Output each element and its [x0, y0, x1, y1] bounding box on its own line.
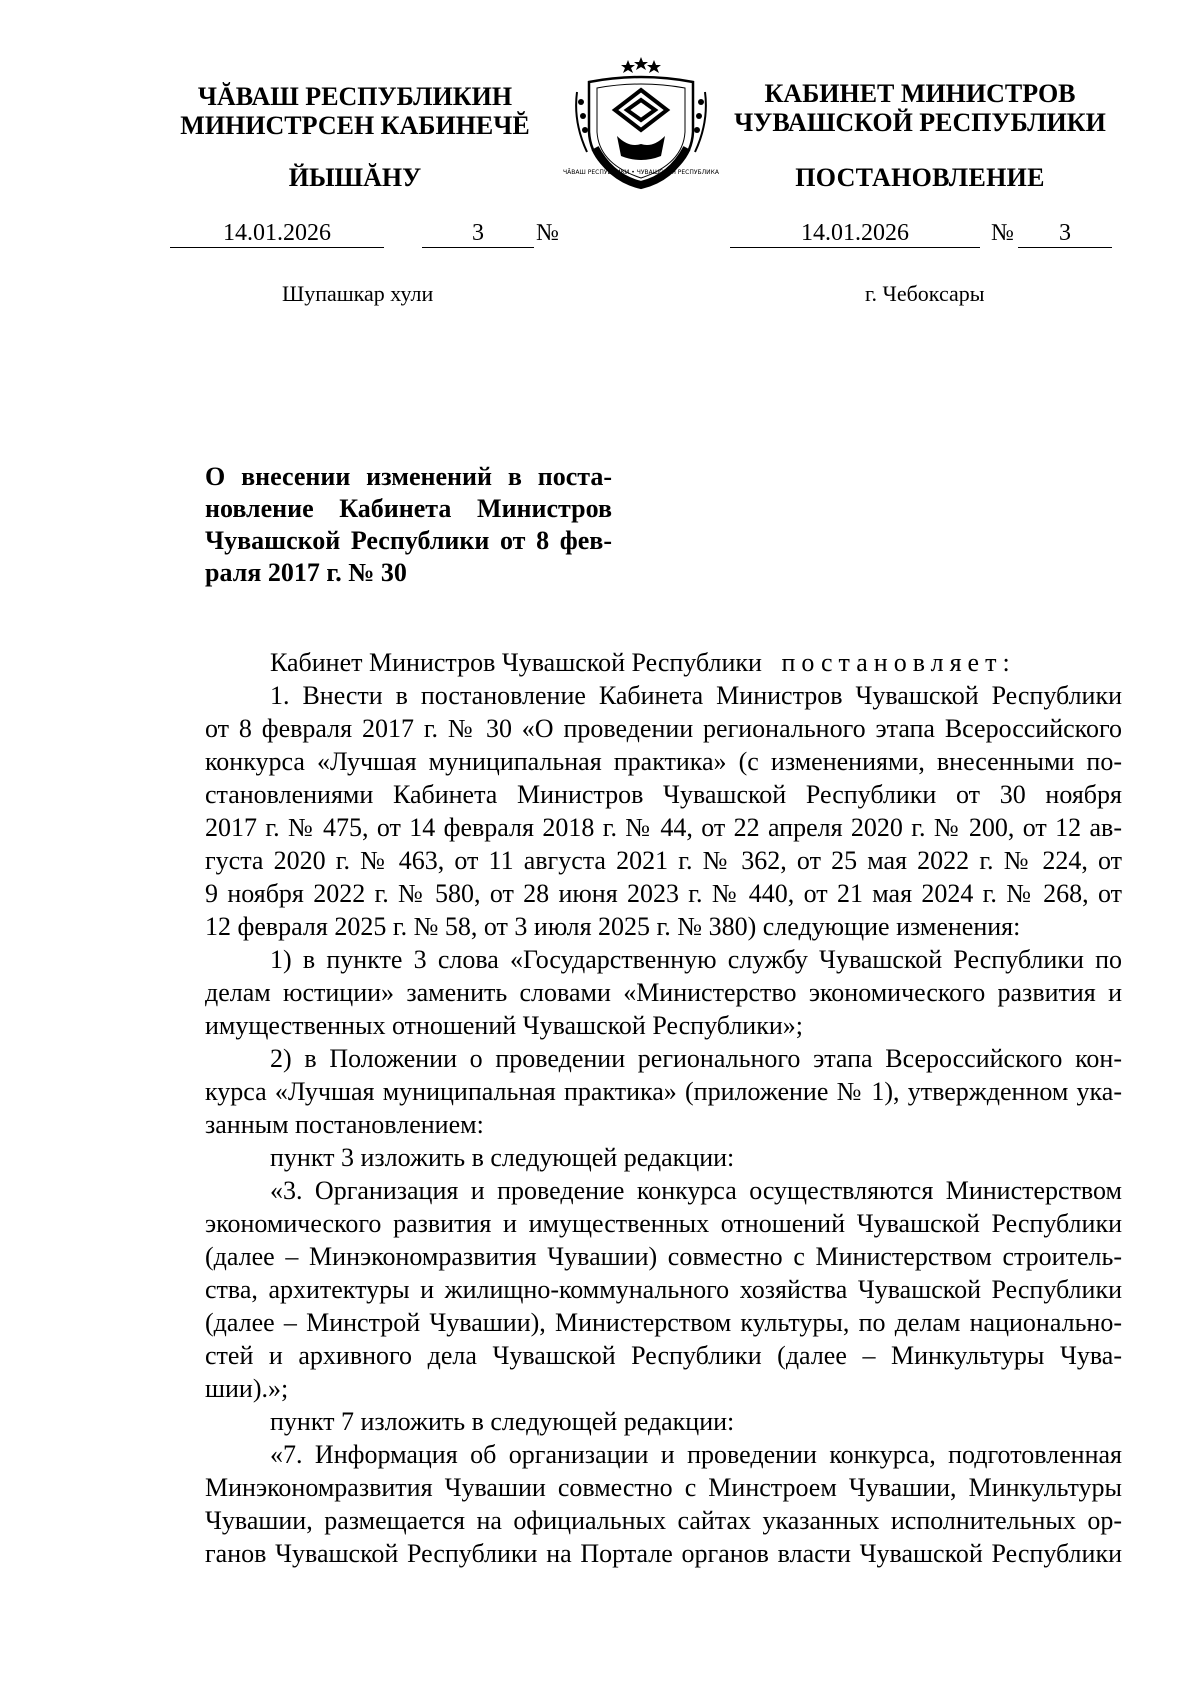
header-right-line1: КАБИНЕТ МИНИСТРОВ	[764, 79, 1076, 108]
chuvash-coat-of-arms-icon	[562, 52, 720, 192]
body-line: стей и архивного дела Чувашской Республики (далее – Минкультуры Чува-	[205, 1341, 1122, 1370]
header-right-title	[720, 79, 1120, 137]
body-line: (далее – Минэкономразвития Чувашии) совместно с Министерством строитель-	[205, 1242, 1122, 1271]
right-date: 14.01.2026	[730, 220, 980, 248]
emblem-svg	[562, 52, 720, 192]
left-number: 3	[422, 220, 534, 248]
left-date: 14.01.2026	[170, 220, 384, 248]
doc-type-chuvash: ЙЫШĂНУ	[288, 163, 422, 192]
decree-word: постановляет:	[781, 648, 1016, 677]
emblem-text: ЧĂВАШ РЕСПУБЛИКИ • ЧУВАШСКАЯ РЕСПУБЛИКА	[562, 169, 720, 176]
body-line: пункт 3 изложить в следующей редакции:	[270, 1143, 735, 1172]
body-line: ства, архитектуры и жилищно-коммунального хозяйства Чувашской Республики	[205, 1275, 1122, 1304]
body-line: 2017 г. № 475, от 14 февраля 2018 г. № 44, от 22 апреля 2020 г. № 200, от 12 ав-	[205, 813, 1122, 842]
body-line: «7. Информация об организации и проведении конкурса, подготовленная	[270, 1440, 1122, 1469]
place-chuvash: Шупашкар хули	[282, 281, 434, 306]
right-number-sign: №	[991, 220, 1014, 246]
header-right-line2: ЧУВАШСКОЙ РЕСПУБЛИКИ	[734, 108, 1106, 137]
left-number-sign: №	[536, 220, 559, 246]
header-left-line2: МИНИСТРСЕН КАБИНЕЧĔ	[180, 111, 530, 140]
header-left-line1: ЧĂВАШ РЕСПУБЛИКИН	[197, 82, 513, 111]
decree-intro: Кабинет Министров Чувашской Республики	[270, 648, 762, 677]
body-line: 1. Внести в постановление Кабинета Министров Чувашской Республики	[270, 681, 1122, 710]
right-number: 3	[1018, 220, 1112, 248]
body-line: ганов Чувашской Республики на Портале органов власти Чувашской Республики	[205, 1539, 1122, 1568]
body-line: пункт 7 изложить в следующей редакции:	[270, 1407, 735, 1436]
body-line: делам юстиции» заменить словами «Министерство экономического развития и	[205, 978, 1122, 1007]
body-line: 2) в Положении о проведении регионального этапа Всероссийского кон-	[270, 1044, 1122, 1073]
body-line: Чувашии, размещается на официальных сайтах указанных исполнительных ор-	[205, 1506, 1122, 1535]
body-line: становлениями Кабинета Министров Чувашской Республики от 30 ноября	[205, 780, 1122, 809]
subject-line: О внесении изменений в поста-	[205, 462, 612, 491]
body-line: от 8 февраля 2017 г. № 30 «О проведении регионального этапа Всероссийского	[205, 714, 1122, 743]
body-line: курса «Лучшая муниципальная практика» (приложение № 1), утвержденном ука-	[205, 1077, 1122, 1106]
subject-line: Чувашской Республики от 8 фев-	[205, 526, 612, 555]
body-line: занным постановлением:	[205, 1110, 484, 1139]
emblem-stars	[621, 57, 661, 73]
doc-type-russian: ПОСТАНОВЛЕНИЕ	[795, 163, 1045, 192]
body-line: 9 ноября 2022 г. № 580, от 28 июня 2023 г. № 440, от 21 мая 2024 г. № 268, от	[205, 879, 1122, 908]
document-subject	[205, 461, 612, 589]
document-body	[205, 646, 1122, 1570]
decree-intro-line	[205, 646, 1122, 679]
subject-line: новление Кабинета Министров	[205, 494, 612, 523]
body-line: 1) в пункте 3 слова «Государственную службу Чувашской Республики по	[270, 945, 1122, 974]
body-line: экономического развития и имущественных отношений Чувашской Республики	[205, 1209, 1122, 1238]
body-line: имущественных отношений Чувашской Республики»;	[205, 1011, 803, 1040]
body-line: (далее – Минстрой Чувашии), Министерством культуры, по делам национально-	[205, 1308, 1122, 1337]
body-line: конкурса «Лучшая муниципальная практика» (с изменениями, внесенными по-	[205, 747, 1122, 776]
subject-line: раля 2017 г. № 30	[205, 558, 407, 587]
body-line: Минэкономразвития Чувашии совместно с Минстроем Чувашии, Минкультуры	[205, 1473, 1122, 1502]
place-russian: г. Чебоксары	[865, 281, 985, 306]
body-line: 12 февраля 2025 г. № 58, от 3 июля 2025 г. № 380) следующие изменения:	[205, 912, 1021, 941]
header-left-title	[165, 82, 545, 140]
body-line: густа 2020 г. № 463, от 11 августа 2021 г. № 362, от 25 мая 2022 г. № 224, от	[205, 846, 1122, 875]
body-line: шии).»;	[205, 1374, 289, 1403]
body-line: «3. Организация и проведение конкурса осуществляются Министерством	[270, 1176, 1122, 1205]
